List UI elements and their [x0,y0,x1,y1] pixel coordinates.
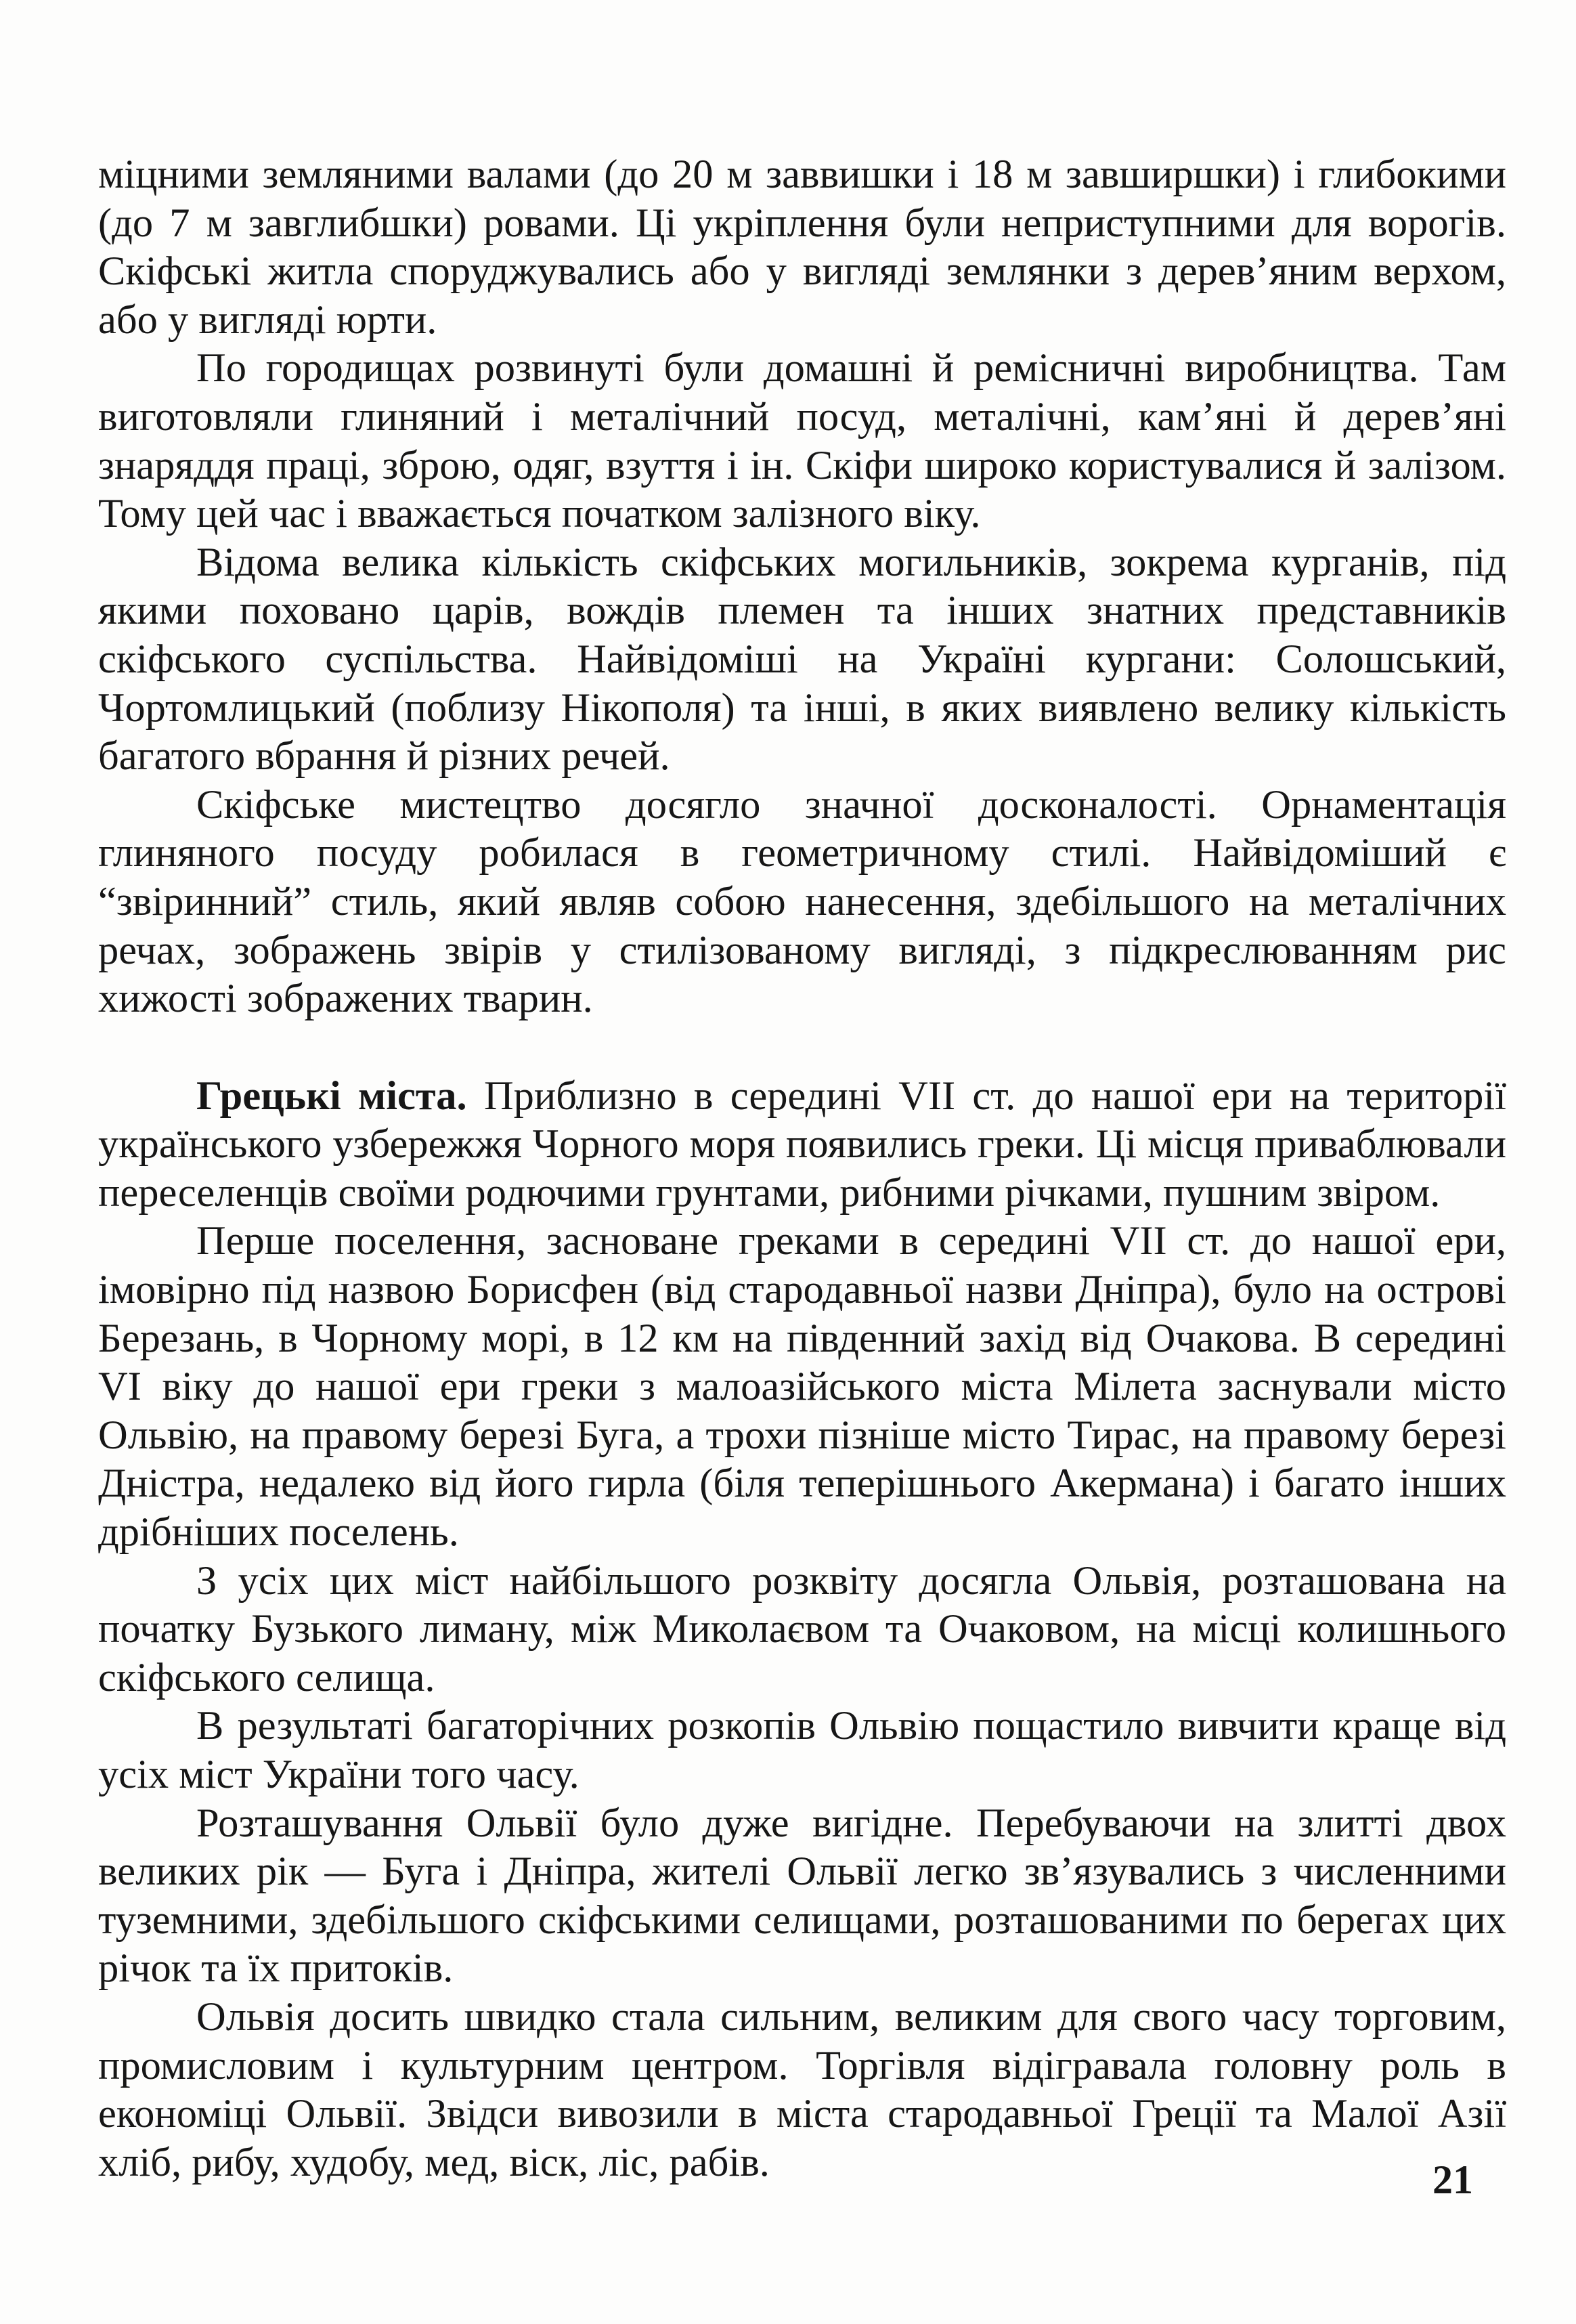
paragraph-crafts: По городищах розвинуті були домашні й ремісничні виробництва. Там виготовляли глиняний і металічний посуд, металічні, кам’яні й дерев’яні знаряддя праці, зброю, одяг, взуття і ін. Скіфи широко користувалися й залізом. Тому цей час і вважається початком залізного віку. [98,345,1506,537]
page-number: 21 [1432,2157,1473,2202]
paragraph-greek-arrival-text: Приблизно в середині VII ст. до нашої ери на території українського узбережжя Чорного моря появились греки. Ці місця приваблювали переселенців своїми родючими грунтами, рибними річками, пушним звіром. [98,1073,1506,1215]
paragraph-scythian-art: Скіфське мистецтво досягло значної досконалості. Орнаментація глиняного посуду робилася в геометричному стилі. Найвідоміший є “звіринний” стиль, який являв собою нанесення, здебільшого на металічних речах, зображень звірів у стилізованому вигляді, з підкреслюванням рис хижості зображених тварин. [98,781,1506,1022]
paragraph-olbia-prosperity: З усіх цих міст найбільшого розквіту досягла Ольвія, розташована на початку Бузького лиману, між Миколаєвом та Очаковом, на місці колишнього скіфського селища. [98,1557,1506,1700]
page-body [98,150,1506,2187]
paragraph-fortifications: міцними земляними валами (до 20 м заввишки і 18 м завширшки) і глибокими (до 7 м завглибшки) ровами. Ці укріплення були неприступними для ворогів. Скіфські житла споруджувались або у вигляді землянки з дерев’яним верхом, або у вигляді юрти. [98,152,1506,343]
paragraph-burial-mounds: Відома велика кількість скіфських могильників, зокрема курганів, під якими поховано царів, вождів племен та інших знатних представників скіфського суспільства. Найвідоміші на Україні кургани: Солошський, Чортомлицький (поблизу Нікополя) та інші, в яких виявлено велику кількість багатого вбрання й різних речей. [98,539,1506,779]
paragraph-greek-arrival [98,1072,1506,1218]
section-heading-greek-cities: Грецькі міста. [196,1073,467,1119]
paragraph-excavations: В результаті багаторічних розкопів Ольвію пощастило вивчити краще від усіх міст України того часу. [98,1703,1506,1797]
paragraph-olbia-trade: Ольвія досить швидко стала сильним, великим для свого часу торговим, промисловим і культурним центром. Торгівля відігравала головну роль в економіці Ольвії. Звідси вивозили в міста стародавньої Греції та Малої Азії хліб, рибу, худобу, мед, віск, ліс, рабів. [98,1994,1506,2185]
section-spacer [98,1023,1506,1072]
paragraph-olbia-location: Розташування Ольвії було дуже вигідне. Перебуваючи на злитті двох великих рік — Буга і Дніпра, жителі Ольвії легко зв’язувались з численними туземними, здебільшого скіфськими селищами, розташованими по берегах цих річок та їх притоків. [98,1800,1506,1992]
paragraph-first-settlement: Перше поселення, засноване греками в середині VII ст. до нашої ери, імовірно під назвою Борисфен (від стародавньої назви Дніпра), було на острові Березань, в Чорному морі, в 12 км на південний захід від Очакова. В середині VI віку до нашої ери греки з малоазійського міста Мілета заснували місто Ольвію, на правому березі Буга, а трохи пізніше місто Тирас, на правому березі Дністра, недалеко від його гирла (біля теперішнього Акермана) і багато інших дрібніших поселень. [98,1218,1506,1555]
